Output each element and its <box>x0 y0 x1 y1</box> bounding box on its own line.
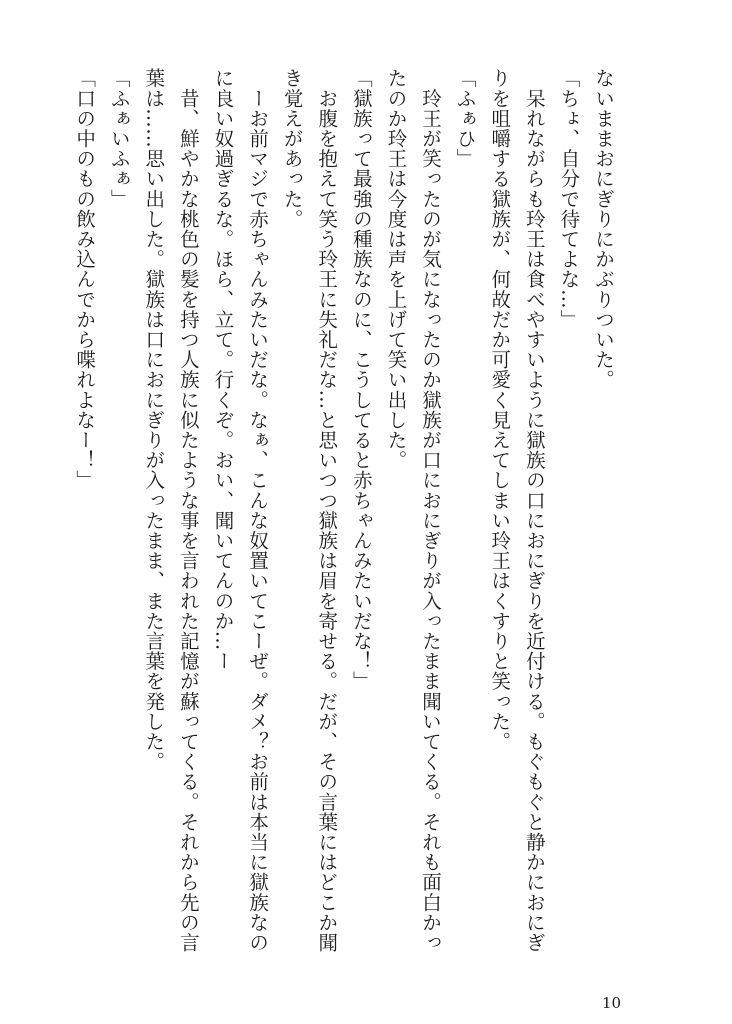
text-line: たのか玲王は今度は声を上げて笑い出した。 <box>384 68 408 470</box>
text-line: 葉は……思い出した。獄族は口におにぎりが入ったまま、また言葉を発した。 <box>142 68 166 772</box>
vertical-text-body <box>67 68 621 968</box>
text-line: りを咀嚼する獄族が、何故だか可愛く見えてしまい玲王はくすりと笑った。 <box>488 68 512 752</box>
text-line: 呆れながらも玲王は食べやすいように獄族の口におにぎりを近付ける。もぐもぐと静かにおにぎ <box>522 68 546 953</box>
page-number: 10 <box>602 994 622 1012</box>
text-line: 「口の中のもの飲み込んでから喋れよなー！」 <box>73 68 97 491</box>
text-line: 昔、鮮やかな桃色の髪を持つ人族に似たような事を言われた記憶が蘇ってくる。それから先の言 <box>176 68 200 953</box>
text-line: お腹を抱えて笑う玲王に失礼だな…と思いつつ獄族は眉を寄せる。だが、その言葉にはどこか聞 <box>315 68 339 953</box>
text-line: 「ふぁいふぁ」 <box>107 68 131 209</box>
text-line: 「ふぁひ」 <box>453 68 477 169</box>
text-line: き覚えがあった。 <box>280 68 304 229</box>
text-line: 玲王が笑ったのが気になったのか獄族が口におにぎりが入ったまま聞いてくる。それも面白かっ <box>419 68 443 953</box>
text-line: ないままおにぎりにかぶりついた。 <box>592 68 615 390</box>
text-line: 「ちょ、自分で待てよな…」 <box>557 68 581 330</box>
text-line: に良い奴過ぎるな。ほら、立て。行くぞ。おい、聞いてんのか…ー <box>211 68 235 671</box>
text-line: ーお前マジで赤ちゃんみたいだな。なぁ、こんな奴置いてこーぜ。ダメ？お前は本当に獄族なの <box>246 68 270 953</box>
text-line: 「獄族って最強の種族なのに、こうしてると赤ちゃんみたいだな！」 <box>349 68 373 692</box>
